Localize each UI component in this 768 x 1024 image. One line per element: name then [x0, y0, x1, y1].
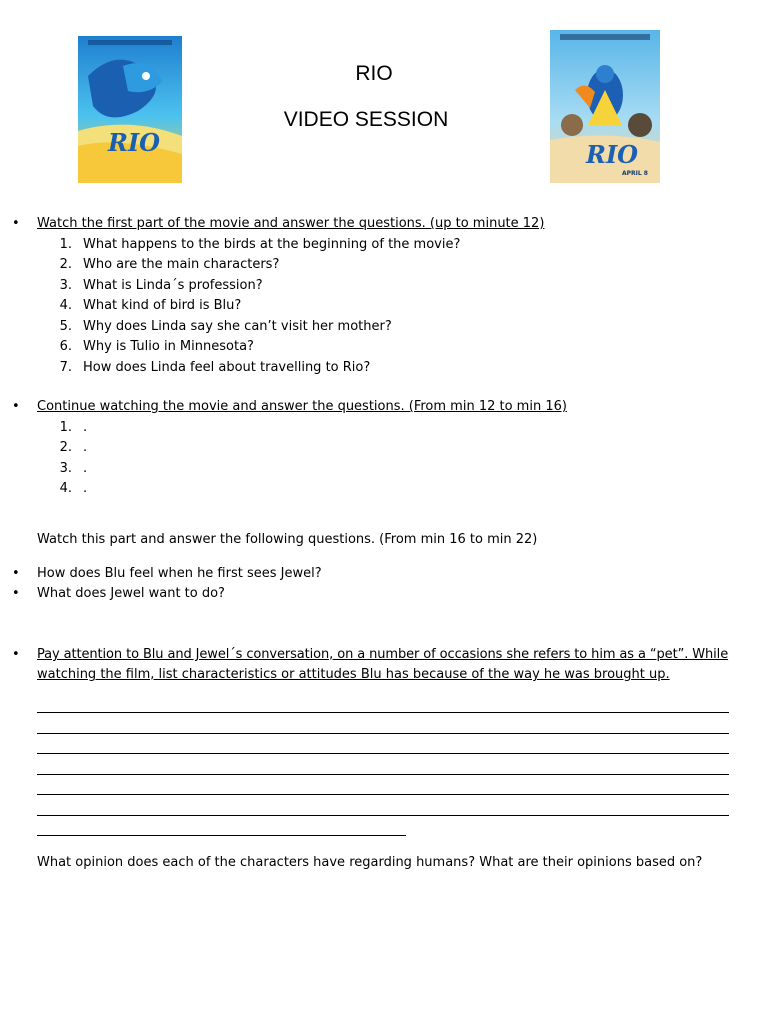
list-number: 7. — [59, 360, 72, 375]
poster-left-logo: RIO — [108, 128, 161, 157]
list-item: Why does Linda say she can’t visit her mother? — [83, 319, 392, 334]
list-number: 1. — [59, 237, 72, 252]
section2-heading: Continue watching the movie and answer the questions. (From min 12 to min 16) — [37, 399, 567, 414]
list-number: 2. — [59, 257, 72, 272]
list-item: Why is Tulio in Minnesota? — [83, 339, 254, 354]
list-item: What is Linda´s profession? — [83, 278, 263, 293]
poster-right-date: APRIL 8 — [622, 170, 648, 177]
bullet-icon: • — [12, 566, 20, 581]
list-item: How does Blu feel when he first sees Jewel? — [37, 566, 322, 581]
bullet-icon: • — [12, 216, 20, 231]
section1-heading: Watch the first part of the movie and answer the questions. (up to minute 12) — [37, 216, 545, 231]
list-number: 4. — [59, 298, 72, 313]
poster-left — [78, 36, 182, 183]
list-item: What does Jewel want to do? — [37, 586, 225, 601]
list-number: 5. — [59, 319, 72, 334]
list-item: . — [83, 461, 88, 476]
list-item: What kind of bird is Blu? — [83, 298, 242, 313]
list-item: . — [83, 440, 88, 455]
answer-line[interactable] — [37, 712, 729, 713]
bullet-icon: • — [12, 586, 20, 601]
poster-right — [550, 30, 660, 183]
list-item: . — [83, 481, 88, 496]
list-item: What happens to the birds at the beginning of the movie? — [83, 237, 461, 252]
page-title-line2: VIDEO SESSION — [283, 108, 449, 131]
bullet-icon: • — [12, 647, 20, 662]
answer-line[interactable] — [37, 733, 729, 734]
section3-heading: Watch this part and answer the following questions. (From min 16 to min 22) — [37, 532, 538, 547]
list-number: 4. — [59, 481, 72, 496]
list-number: 2. — [59, 440, 72, 455]
answer-line[interactable] — [37, 753, 729, 754]
section4-line1: Pay attention to Blu and Jewel´s conversation, on a number of occasions she refers to him as a “pet”. While — [37, 647, 729, 662]
list-item: Who are the main characters? — [83, 257, 280, 272]
bullet-icon: • — [12, 399, 20, 414]
poster-left-art — [78, 36, 182, 183]
list-item: How does Linda feel about travelling to Rio? — [83, 360, 371, 375]
final-question: What opinion does each of the characters have regarding humans? What are their opinions based on? — [37, 855, 703, 870]
list-number: 3. — [59, 461, 72, 476]
section4-line2: watching the film, list characteristics or attitudes Blu has because of the way he was brought up. — [37, 667, 670, 682]
answer-line[interactable] — [37, 835, 406, 836]
answer-line[interactable] — [37, 794, 729, 795]
list-number: 6. — [59, 339, 72, 354]
list-number: 1. — [59, 420, 72, 435]
list-number: 3. — [59, 278, 72, 293]
page-title-line1: RIO — [355, 62, 393, 85]
poster-right-logo: RIO — [586, 140, 639, 169]
answer-line[interactable] — [37, 815, 729, 816]
answer-line[interactable] — [37, 774, 729, 775]
list-item: . — [83, 420, 88, 435]
